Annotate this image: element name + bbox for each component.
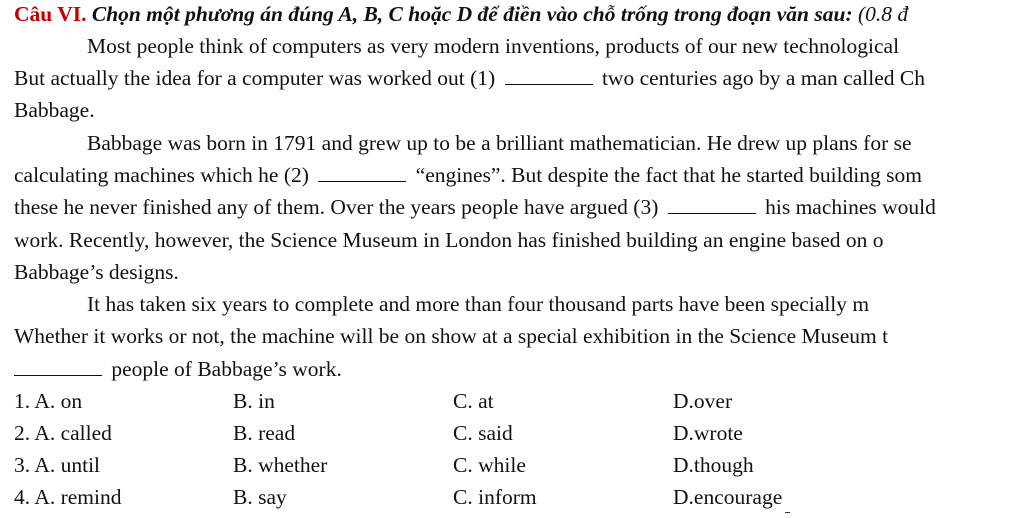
passage-line <box>14 355 342 383</box>
passage-line: Babbage. <box>14 98 95 122</box>
question-1-option-a: 1. A. on <box>14 389 83 413</box>
blank-1 <box>505 66 593 85</box>
blank-3 <box>668 195 756 214</box>
question-4-option-a: 4. A. remind <box>14 485 122 509</box>
question-1-option-c: C. at <box>453 389 494 413</box>
question-4-option-c: C. inform <box>453 485 537 509</box>
question-2-option-a: 2. A. called <box>14 421 112 445</box>
question-3-option-a: 3. A. until <box>14 453 101 477</box>
passage-line: Most people think of computers as very modern inventions, products of our new technological <box>87 34 900 58</box>
passage-line <box>14 64 925 92</box>
passage-line: Whether it works or not, the machine will be on show at a special exhibition in the Science Museum t <box>14 324 889 348</box>
question-4-option-b: B. say <box>233 485 287 509</box>
question-2-option-b: B. read <box>233 421 296 445</box>
question-3-option-c: C. while <box>453 453 526 477</box>
passage-line: work. Recently, however, the Science Museum in London has finished building an engine based on o <box>14 228 884 252</box>
passage-line: Babbage was born in 1791 and grew up to be a brilliant mathematician. He drew up plans for se <box>87 131 912 155</box>
page-edge-mark <box>785 512 790 516</box>
passage-text: his machines would <box>765 195 936 219</box>
passage-text: But actually the idea for a computer was worked out (1) <box>14 66 496 90</box>
section-instruction: Chọn một phương án đúng A, B, C hoặc D để điền vào chỗ trống trong đoạn văn sau: <box>86 2 853 26</box>
passage-text: “engines”. But despite the fact that he started building som <box>415 163 922 187</box>
blank-2 <box>318 163 406 182</box>
question-3-option-b: B. whether <box>233 453 328 477</box>
passage-line: It has taken six years to complete and more than four thousand parts have been specially m <box>87 292 870 316</box>
question-2-option-d: D.wrote <box>673 421 743 445</box>
section-label: Câu VI. <box>14 2 87 26</box>
passage-line: Babbage’s designs. <box>14 260 179 284</box>
question-1-option-d: D.over <box>673 389 733 413</box>
passage-text: people of Babbage’s work. <box>111 357 342 381</box>
passage-text: calculating machines which he (2) <box>14 163 309 187</box>
passage-line <box>14 161 922 189</box>
section-heading <box>14 0 908 28</box>
passage-text: these he never finished any of them. Over the years people have argued (3) <box>14 195 659 219</box>
passage-text: two centuries ago by a man called Ch <box>601 66 925 90</box>
question-1-option-b: B. in <box>233 389 275 413</box>
question-2-option-c: C. said <box>453 421 513 445</box>
question-4-option-d: D.encourage <box>673 485 783 509</box>
blank-4 <box>14 357 102 376</box>
section-points: (0.8 đ <box>852 2 909 26</box>
question-3-option-d: D.though <box>673 453 754 477</box>
passage-line <box>14 193 936 221</box>
